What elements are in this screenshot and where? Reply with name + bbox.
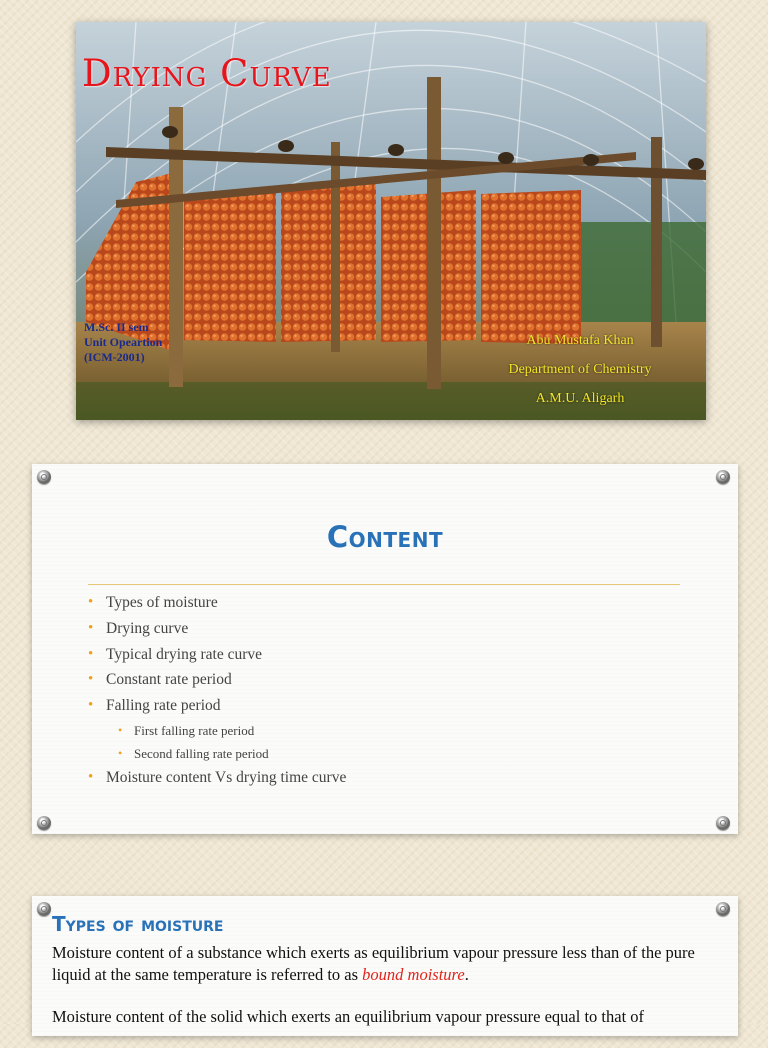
list-item: • Types of moisture [88, 590, 346, 616]
bound-moisture-term: bound moisture [362, 965, 465, 984]
paragraph-text: Moisture content of a substance which exerts as equilibrium vapour pressure less than of the pure liquid at the same temperature is referred to as [52, 943, 695, 984]
slide-body [52, 942, 712, 1048]
author-institution: A.M.U. Aligarh [535, 391, 625, 406]
presentation-title: Drying Curve [82, 52, 332, 95]
slide-heading: Types of moisture [52, 912, 224, 936]
screw-icon [716, 470, 730, 484]
moisture-slide [32, 896, 738, 1036]
author-department: Department of Chemistry [508, 362, 652, 377]
paragraph [52, 942, 712, 986]
list-item: • Constant rate period [88, 667, 346, 693]
list-item: • Moisture content Vs drying time curve [88, 765, 346, 791]
author-info [470, 326, 690, 413]
paragraph [52, 1006, 712, 1028]
paragraph-text: Moisture content of the solid which exerts an equilibrium vapour pressure equal to that of [52, 1007, 645, 1026]
sub-list-item: • Second falling rate period [118, 742, 346, 765]
author-name: Abu Mustafa Khan [526, 333, 634, 348]
screw-icon [37, 470, 51, 484]
list-item: • Falling rate period [88, 693, 346, 719]
list-item: • Drying curve [88, 616, 346, 642]
paragraph-end: . [464, 965, 469, 984]
screw-icon [37, 902, 51, 916]
sub-list-item: • First falling rate period [118, 719, 346, 742]
course-info [84, 320, 162, 365]
content-list [88, 590, 346, 791]
slide-heading: Content [326, 520, 444, 554]
course-line: Unit Opeartion [84, 335, 163, 349]
screw-icon [716, 902, 730, 916]
course-line: (ICM-2001) [84, 350, 145, 364]
screw-icon [37, 816, 51, 830]
list-item: • Typical drying rate curve [88, 642, 346, 668]
content-slide [32, 464, 738, 834]
screw-icon [716, 816, 730, 830]
title-slide [76, 22, 706, 420]
course-line: M.Sc. II sem [84, 320, 149, 334]
heading-divider [88, 584, 680, 585]
